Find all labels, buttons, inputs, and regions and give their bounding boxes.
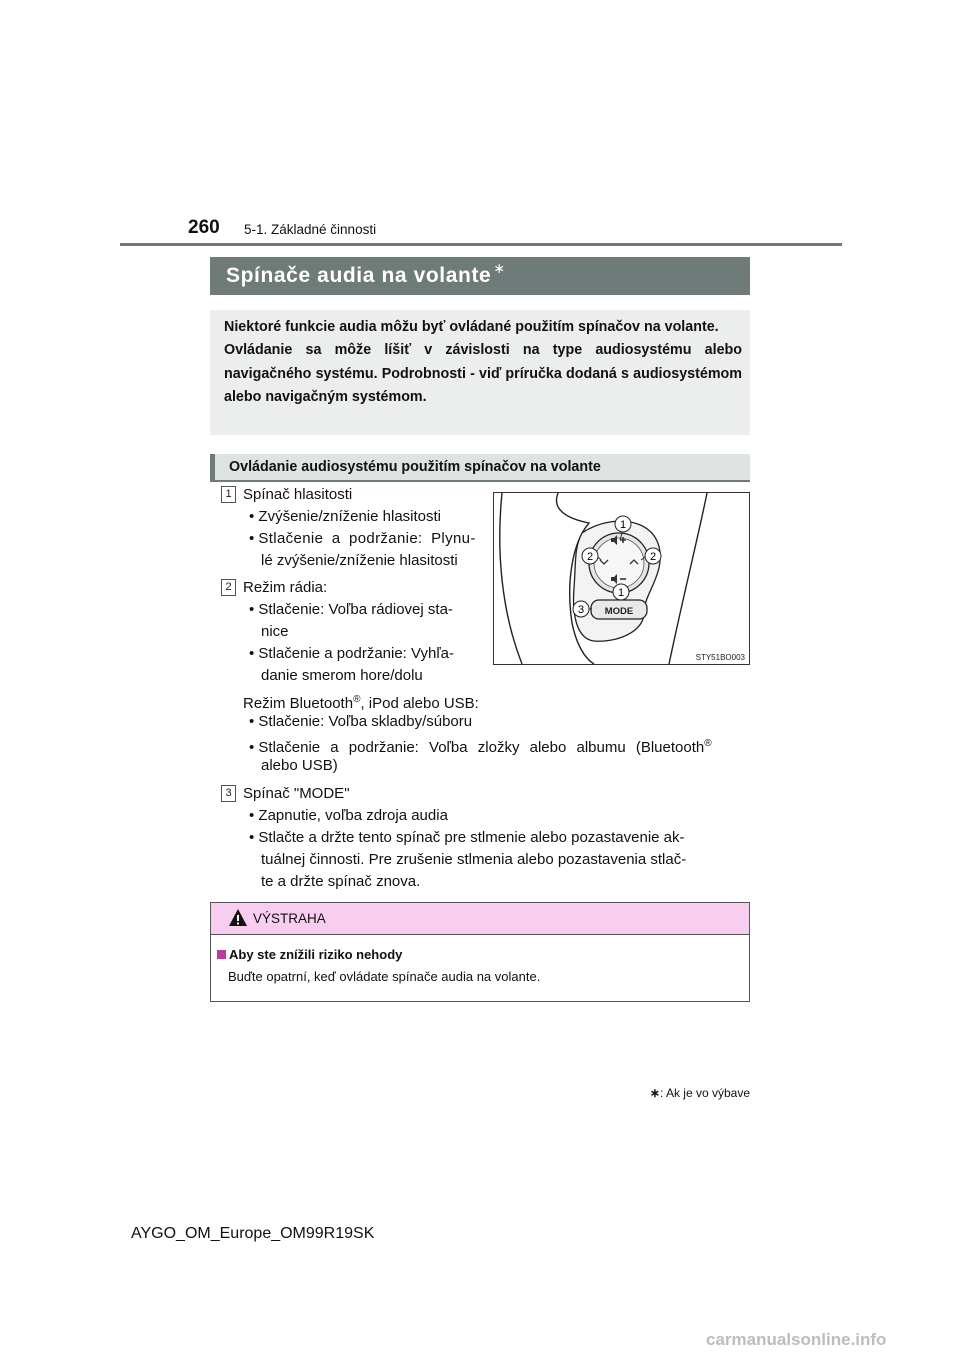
title-asterisk: ∗	[493, 260, 506, 276]
item-1-bullet-1: • Zvýšenie/zníženie hlasitosti	[249, 508, 442, 525]
mode-label: MODE	[604, 606, 634, 617]
intro-paragraph-2: Ovládanie sa môže líšiť v závislosti na type audiosystému alebo navigačného systému. Podrobnosti - viď príručka dodaná s audiosystémom alebo navigačným systémom.	[224, 342, 742, 406]
item-2-bullet-2: • Stlačenie a podržanie: Vyhľa-	[249, 645, 455, 662]
callout-3: 3	[577, 604, 585, 616]
subheading: Ovládanie audiosystému použitím spínačov na volante	[210, 454, 750, 481]
callout-1-bottom: 1	[617, 587, 625, 599]
bluetooth-bullet-1: • Stlačenie: Voľba skladby/súboru	[249, 713, 473, 730]
item-2-title: Režim rádia:	[243, 579, 328, 596]
subheading-rule	[210, 480, 750, 482]
page-title	[210, 257, 750, 295]
figure-code: STY51BO003	[695, 653, 745, 662]
item-1-bullet-2: • Stlačenie a podržanie: Plynu-	[249, 530, 476, 547]
warning-header	[211, 903, 749, 935]
callout-2-left: 2	[586, 551, 594, 563]
warning-box	[210, 902, 750, 1002]
page-number: 260	[188, 217, 220, 238]
steering-switch-figure	[493, 492, 750, 665]
bluetooth-bullet-2-cont: alebo USB)	[261, 757, 338, 774]
item-2-bullet-2-cont: danie smerom hore/dolu	[261, 667, 423, 684]
intro-paragraph-1: Niektoré funkcie audia môžu byť ovládané použitím spínačov na volante.	[224, 319, 719, 335]
warning-label: VÝSTRAHA	[253, 911, 326, 926]
steering-switch-illustration	[494, 493, 749, 664]
footer-doc-id: AYGO_OM_Europe_OM99R19SK	[131, 1225, 375, 1242]
callout-1-top: 1	[619, 519, 627, 531]
warning-heading: Aby ste znížili riziko nehody	[217, 947, 402, 962]
item-number-3: 3	[221, 785, 236, 802]
item-3-bullet-1: • Zapnutie, voľba zdroja audia	[249, 807, 448, 824]
item-3-bullet-2-cont-1: tuálnej činnosti. Pre zrušenie stlmenia alebo pozastavenia stlač-	[261, 851, 687, 868]
item-number-1: 1	[221, 486, 236, 503]
warning-bullet-square	[217, 950, 226, 959]
item-3-bullet-2: • Stlačte a držte tento spínač pre stlmenie alebo pozastavenie ak-	[249, 829, 685, 846]
warning-body: Buďte opatrní, keď ovládate spínače audia na volante.	[228, 969, 541, 984]
item-number-2: 2	[221, 579, 236, 596]
watermark: carmanualsonline.info	[706, 1330, 887, 1349]
item-1-title: Spínač hlasitosti	[243, 486, 353, 503]
bluetooth-mode-title: Režim Bluetooth®, iPod alebo USB:	[243, 694, 479, 712]
item-3-bullet-2-cont-2: te a držte spínač znova.	[261, 873, 421, 890]
section-title: 5-1. Základné činnosti	[244, 222, 377, 237]
page-title-text: Spínače audia na volante	[226, 264, 492, 287]
item-2-bullet-1: • Stlačenie: Voľba rádiovej sta-	[249, 601, 453, 618]
callout-2-right: 2	[649, 551, 657, 563]
item-2-bullet-1-cont: nice	[261, 623, 289, 640]
bluetooth-bullet-2: • Stlačenie a podržanie: Voľba zložky alebo albumu (Bluetooth®	[249, 738, 712, 756]
footnote: ∗: Ak je vo výbave	[649, 1086, 750, 1100]
item-1-bullet-2-cont: lé zvýšenie/zníženie hlasitosti	[261, 552, 458, 569]
intro-box	[210, 310, 750, 435]
header-rule	[120, 243, 842, 246]
item-3-title: Spínač "MODE"	[243, 785, 350, 802]
warning-triangle-icon	[228, 908, 248, 927]
